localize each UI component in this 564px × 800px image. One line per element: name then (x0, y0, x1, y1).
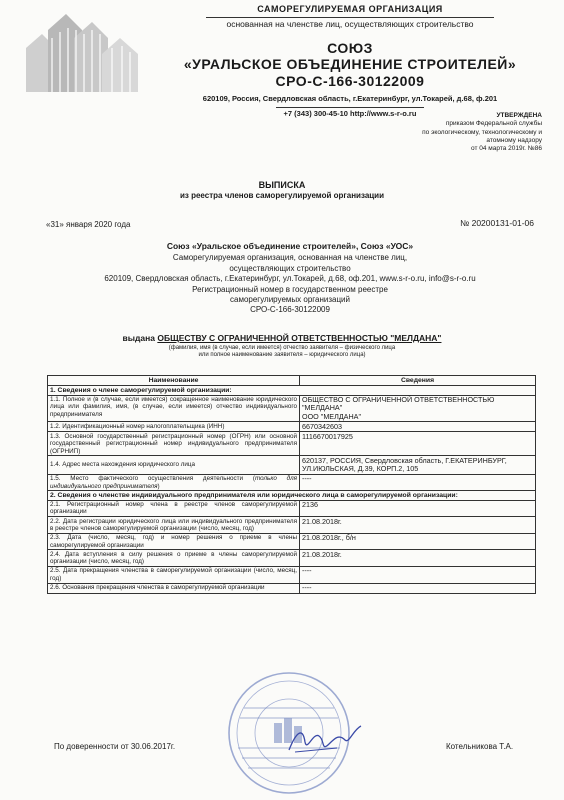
issued-note (0, 345, 564, 360)
signature-icon (285, 722, 365, 758)
issued-note-line: (фамилия, имя (в случае, если имеется) отчество заявителя – физического лица (168, 345, 396, 351)
header-line-1: САМОРЕГУЛИРУЕМАЯ ОРГАНИЗАЦИЯ (257, 4, 443, 14)
section-row (48, 491, 536, 500)
approval-line: от 04 марта 2019г. №86 (470, 145, 542, 153)
document-title: ВЫПИСКА (258, 180, 306, 190)
issued-org-name: ОБЩЕСТВУ С ОГРАНИЧЕННОЙ ОТВЕТСТВЕННОСТЬЮ "МЕЛДАНА" (157, 333, 442, 343)
table-row (48, 566, 536, 583)
issuer-block (60, 241, 520, 316)
issuer-line: Регистрационный номер в государственном реестре (192, 284, 388, 294)
row-label: 1.2. Идентификационный номер налогоплательщика (ИНН) (48, 422, 300, 432)
table-row (48, 456, 536, 474)
full-name-value: ОБЩЕСТВО С ОГРАНИЧЕННОЙ ОТВЕТСТВЕННОСТЬЮ "МЕЛДАНА" (302, 395, 495, 413)
issued-to (0, 333, 564, 343)
header-contacts: +7 (343) 300-45-10 http://www.s-r-o.ru (276, 107, 425, 118)
table-row (48, 517, 536, 534)
row-label-text: 1.5. Место фактического осуществления деятельности ( (50, 475, 255, 483)
issuer-line: саморегулируемых организаций (230, 295, 350, 305)
row-label: 2.4. Дата вступления в силу решения о приеме в члены саморегулируемой организации (число, месяц, год) (48, 550, 300, 567)
document-number: № 20200131-01-06 (460, 218, 534, 228)
footer-power-of-attorney: По доверенности от 30.06.2017г. (54, 742, 176, 751)
header-union: СОЮЗ (327, 40, 373, 56)
row-label: 1.4. Адрес места нахождения юридического лица (48, 456, 300, 474)
section-row (48, 386, 536, 395)
document-date: «31» января 2020 года (46, 220, 131, 229)
column-header-info: Сведения (300, 376, 536, 386)
table-row (48, 583, 536, 593)
header-address: 620109, Россия, Свердловская область, г.Екатеринбург, ул.Токарей, д.68, ф.201 (202, 94, 498, 103)
row-label: 1.3. Основной государственный регистрационный номер (ОГРН) или основной государственный регистрационный номер индивидуального предпринимателя (ОГРНИП) (48, 432, 300, 456)
header-org-name: «УРАЛЬСКОЕ ОБЪЕДИНЕНИЕ СТРОИТЕЛЕЙ» (183, 56, 517, 72)
section-2-title: 2. Сведения о членстве индивидуального предпринимателя или юридического лица в саморегулируемой организации: (48, 491, 536, 500)
row-label (48, 474, 300, 491)
issuer-line: осуществляющих строительство (229, 263, 351, 273)
issuer-name: Союз «Уральское объединение строителей», Союз «УОС» (166, 241, 414, 251)
table-row (48, 550, 536, 567)
section-1-title: 1. Сведения о члене саморегулируемой организации: (48, 386, 536, 395)
header-line-2: основанная на членстве лиц, осуществляющих строительство (206, 17, 493, 29)
table-row (48, 474, 536, 491)
row-value: ---- (300, 583, 536, 593)
approval-line: приказом Федеральной службы (445, 120, 542, 128)
row-label-end: ) (157, 482, 160, 490)
column-header-name: Наименование (48, 376, 300, 386)
issuer-line: Саморегулируемая организация, основанная на членстве лиц, (172, 253, 408, 263)
organization-header (150, 4, 550, 121)
row-value (300, 395, 536, 422)
row-value: ---- (300, 474, 536, 491)
approval-block (342, 112, 542, 153)
row-value: 21.08.2018г. (300, 517, 536, 534)
row-label: 2.3. Дата (число, месяц, год) и номер решения о приеме в члены саморегулируемой организации (48, 533, 300, 550)
header-sro-number: СРО-С-166-30122009 (275, 73, 425, 89)
document-subtitle: из реестра членов саморегулируемой организации (179, 191, 385, 200)
row-value: 620137, РОССИЯ, Свердловская область, Г.ЕКАТЕРИНБУРГ, УЛ.ИЮЛЬСКАЯ, Д.39, КОРП.2, 105 (300, 456, 536, 474)
footer-signatory: Котельникова Т.А. (446, 742, 514, 751)
register-table (47, 375, 536, 594)
row-value: 21.08.2018г., б/н (300, 533, 536, 550)
issuer-line: 620109, Свердловская область, г.Екатеринбург, ул.Токарей, д.68, оф.201, www.s-r-o.ru, info@s-r-o.ru (104, 274, 476, 284)
table-header-row (48, 376, 536, 386)
approval-line: УТВЕРЖДЕНА (496, 112, 542, 119)
row-label: 2.2. Дата регистрации юридического лица или индивидуального предпринимателя в реестре членов саморегулируемой организации (число, месяц, год) (48, 517, 300, 534)
row-value: ---- (300, 566, 536, 583)
row-value: 21.08.2018г. (300, 550, 536, 567)
short-name-value: ООО "МЕЛДАНА" (302, 411, 362, 421)
table-row (48, 500, 536, 517)
row-label-italic: только для индивидуального предпринимателя (50, 475, 297, 490)
row-value: 6670342603 (300, 422, 536, 432)
row-label: 2.6. Основания прекращения членства в саморегулируемой организации (48, 583, 300, 593)
table-row (48, 432, 536, 456)
organization-logo-icon (22, 8, 142, 96)
table-row (48, 422, 536, 432)
row-label: 1.1. Полное и (в случае, если имеется) сокращенное наименование юридического лица или фамилия, имя, (в случае, если имеется) отчество индивидуального предпринимателя (48, 395, 300, 422)
approval-line: по экологическому, технологическому и (422, 128, 542, 136)
row-label: 2.5. Дата прекращения членства в саморегулируемой организации (число, месяц, год) (48, 566, 300, 583)
row-label: 2.1. Регистрационный номер члена в реестре членов саморегулируемой организации (48, 500, 300, 517)
table-row (48, 395, 536, 422)
row-value: 2136 (300, 500, 536, 517)
issuer-line: СРО-С-166-30122009 (250, 305, 330, 315)
approval-line: атомному надзору (486, 136, 542, 144)
row-value: 1116670017925 (300, 432, 536, 456)
issued-prefix: выдана (122, 333, 155, 343)
issued-note-line: или полное наименование заявителя – юридического лица) (198, 352, 366, 359)
table-row (48, 533, 536, 550)
